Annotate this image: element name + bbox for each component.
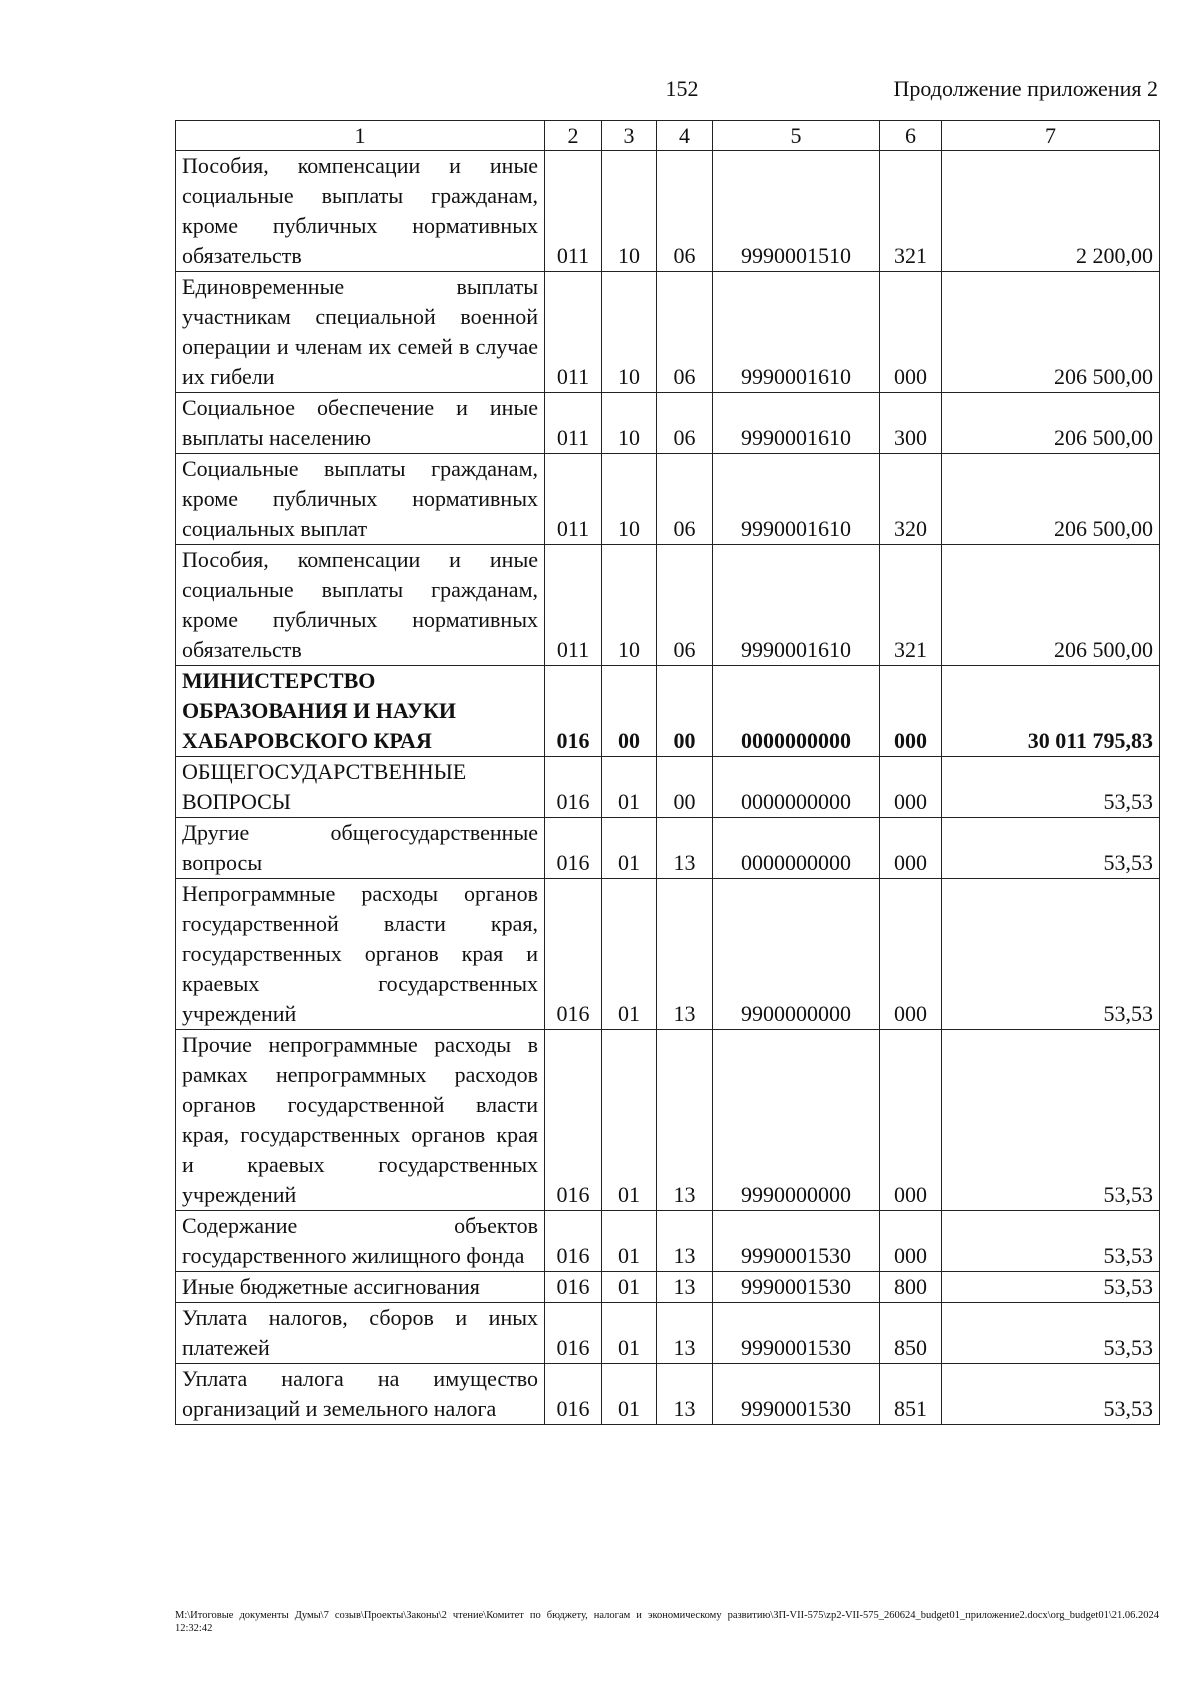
row-section-cell: 01 (602, 818, 657, 879)
row-amount-cell: 53,53 (942, 818, 1160, 879)
row-name-cell: Иные бюджетные ассигнования (176, 1272, 545, 1303)
row-expense-type-cell: 000 (880, 272, 942, 393)
row-amount-cell: 30 011 795,83 (942, 666, 1160, 757)
row-name-cell: Содержание объектов государственного жилищного фонда (176, 1211, 545, 1272)
row-expense-type-cell: 851 (880, 1364, 942, 1425)
table-row (176, 1211, 1160, 1272)
table-row (176, 757, 1160, 818)
row-subsection-cell: 06 (657, 151, 713, 272)
column-header: 6 (880, 121, 942, 151)
row-code-cell: 016 (545, 757, 602, 818)
row-subsection-cell: 06 (657, 545, 713, 666)
row-section-cell: 10 (602, 272, 657, 393)
row-name-cell: МИНИСТЕРСТВО ОБРАЗОВАНИЯ И НАУКИ ХАБАРОВСКОГО КРАЯ (176, 666, 545, 757)
row-name-cell: Пособия, компенсации и иные социальные выплаты гражданам, кроме публичных нормативных обязательств (176, 545, 545, 666)
row-amount-cell: 53,53 (942, 1364, 1160, 1425)
row-code-cell: 011 (545, 272, 602, 393)
row-section-cell: 10 (602, 393, 657, 454)
row-code-cell: 016 (545, 1272, 602, 1303)
row-target-article-cell: 9990001530 (713, 1272, 880, 1303)
row-target-article-cell: 0000000000 (713, 757, 880, 818)
row-expense-type-cell: 000 (880, 818, 942, 879)
row-expense-type-cell: 800 (880, 1272, 942, 1303)
column-header: 4 (657, 121, 713, 151)
row-name-cell: Другие общегосударственные вопросы (176, 818, 545, 879)
row-amount-cell: 206 500,00 (942, 272, 1160, 393)
row-name-cell: Социальное обеспечение и иные выплаты населению (176, 393, 545, 454)
row-expense-type-cell: 320 (880, 454, 942, 545)
row-code-cell: 016 (545, 1303, 602, 1364)
row-subsection-cell: 13 (657, 818, 713, 879)
column-header: 5 (713, 121, 880, 151)
row-code-cell: 011 (545, 393, 602, 454)
row-name-cell: Уплата налога на имущество организаций и земельного налога (176, 1364, 545, 1425)
table-row (176, 1030, 1160, 1211)
row-subsection-cell: 13 (657, 1030, 713, 1211)
row-section-cell: 01 (602, 1303, 657, 1364)
row-amount-cell: 2 200,00 (942, 151, 1160, 272)
row-subsection-cell: 13 (657, 1272, 713, 1303)
table-row (176, 393, 1160, 454)
row-target-article-cell: 9990001510 (713, 151, 880, 272)
row-section-cell: 01 (602, 1211, 657, 1272)
table-row (176, 1272, 1160, 1303)
table-row (176, 454, 1160, 545)
table-header-row (176, 121, 1160, 151)
row-amount-cell: 53,53 (942, 1272, 1160, 1303)
row-code-cell: 016 (545, 879, 602, 1030)
column-header: 1 (176, 121, 545, 151)
row-code-cell: 016 (545, 1211, 602, 1272)
table-body (176, 121, 1160, 1425)
table-row (176, 879, 1160, 1030)
budget-table (175, 120, 1160, 1425)
row-name-cell: Социальные выплаты гражданам, кроме публичных нормативных социальных выплат (176, 454, 545, 545)
row-subsection-cell: 06 (657, 393, 713, 454)
row-target-article-cell: 9990001530 (713, 1303, 880, 1364)
row-expense-type-cell: 000 (880, 666, 942, 757)
row-section-cell: 00 (602, 666, 657, 757)
row-subsection-cell: 00 (657, 757, 713, 818)
row-section-cell: 01 (602, 879, 657, 1030)
row-code-cell: 016 (545, 1364, 602, 1425)
row-target-article-cell: 9990001610 (713, 545, 880, 666)
row-target-article-cell: 9990001530 (713, 1364, 880, 1425)
row-expense-type-cell: 321 (880, 545, 942, 666)
row-expense-type-cell: 000 (880, 1030, 942, 1211)
row-code-cell: 011 (545, 454, 602, 545)
appendix-caption: Продолжение приложения 2 (893, 76, 1158, 101)
row-section-cell: 01 (602, 1364, 657, 1425)
row-amount-cell: 206 500,00 (942, 393, 1160, 454)
row-section-cell: 01 (602, 757, 657, 818)
row-expense-type-cell: 850 (880, 1303, 942, 1364)
table-row (176, 272, 1160, 393)
page-number: 152 (665, 76, 699, 101)
row-code-cell: 016 (545, 666, 602, 757)
column-header: 2 (545, 121, 602, 151)
row-subsection-cell: 13 (657, 1364, 713, 1425)
row-expense-type-cell: 000 (880, 757, 942, 818)
row-code-cell: 011 (545, 545, 602, 666)
row-subsection-cell: 13 (657, 1303, 713, 1364)
row-target-article-cell: 9990000000 (713, 1030, 880, 1211)
table-row (176, 1303, 1160, 1364)
row-target-article-cell: 9990001530 (713, 1211, 880, 1272)
table-row (176, 545, 1160, 666)
row-amount-cell: 206 500,00 (942, 454, 1160, 545)
row-name-cell: Пособия, компенсации и иные социальные выплаты гражданам, кроме публичных нормативных обязательств (176, 151, 545, 272)
row-section-cell: 10 (602, 151, 657, 272)
table-row (176, 151, 1160, 272)
row-section-cell: 10 (602, 454, 657, 545)
row-section-cell: 01 (602, 1030, 657, 1211)
row-section-cell: 01 (602, 1272, 657, 1303)
row-expense-type-cell: 000 (880, 1211, 942, 1272)
row-amount-cell: 53,53 (942, 1303, 1160, 1364)
row-expense-type-cell: 321 (880, 151, 942, 272)
row-target-article-cell: 9990001610 (713, 393, 880, 454)
column-header: 7 (942, 121, 1160, 151)
row-target-article-cell: 9990001610 (713, 454, 880, 545)
table-row (176, 818, 1160, 879)
column-header: 3 (602, 121, 657, 151)
document-path-footer: M:\Итоговые документы Думы\7 созыв\Проекты\Законы\2 чтение\Комитет по бюджету, налогам и экономическому развитию\ЗП-VII-575\zp2-VII-575_260624_budget01_приложение2.docx\org_budget01\21.06.2024 12:32:42 (175, 1610, 1159, 1634)
row-subsection-cell: 06 (657, 454, 713, 545)
row-amount-cell: 53,53 (942, 757, 1160, 818)
row-code-cell: 016 (545, 1030, 602, 1211)
table-row (176, 1364, 1160, 1425)
row-name-cell: Непрограммные расходы органов государственной власти края, государственных органов края и краевых государственных учреждений (176, 879, 545, 1030)
row-target-article-cell: 0000000000 (713, 666, 880, 757)
row-subsection-cell: 06 (657, 272, 713, 393)
row-subsection-cell: 13 (657, 879, 713, 1030)
row-target-article-cell: 9900000000 (713, 879, 880, 1030)
row-expense-type-cell: 300 (880, 393, 942, 454)
row-target-article-cell: 0000000000 (713, 818, 880, 879)
row-code-cell: 011 (545, 151, 602, 272)
row-name-cell: Прочие непрограммные расходы в рамках непрограммных расходов органов государственной власти края, государственных органов края и краевых государственных учреждений (176, 1030, 545, 1211)
row-section-cell: 10 (602, 545, 657, 666)
row-expense-type-cell: 000 (880, 879, 942, 1030)
row-amount-cell: 53,53 (942, 1030, 1160, 1211)
row-amount-cell: 206 500,00 (942, 545, 1160, 666)
row-name-cell: Уплата налогов, сборов и иных платежей (176, 1303, 545, 1364)
row-target-article-cell: 9990001610 (713, 272, 880, 393)
row-amount-cell: 53,53 (942, 879, 1160, 1030)
table-row (176, 666, 1160, 757)
row-amount-cell: 53,53 (942, 1211, 1160, 1272)
row-subsection-cell: 00 (657, 666, 713, 757)
row-name-cell: Единовременные выплаты участникам специальной военной операции и членам их семей в случае их гибели (176, 272, 545, 393)
row-name-cell: ОБЩЕГОСУДАРСТВЕННЫЕ ВОПРОСЫ (176, 757, 545, 818)
row-subsection-cell: 13 (657, 1211, 713, 1272)
row-code-cell: 016 (545, 818, 602, 879)
